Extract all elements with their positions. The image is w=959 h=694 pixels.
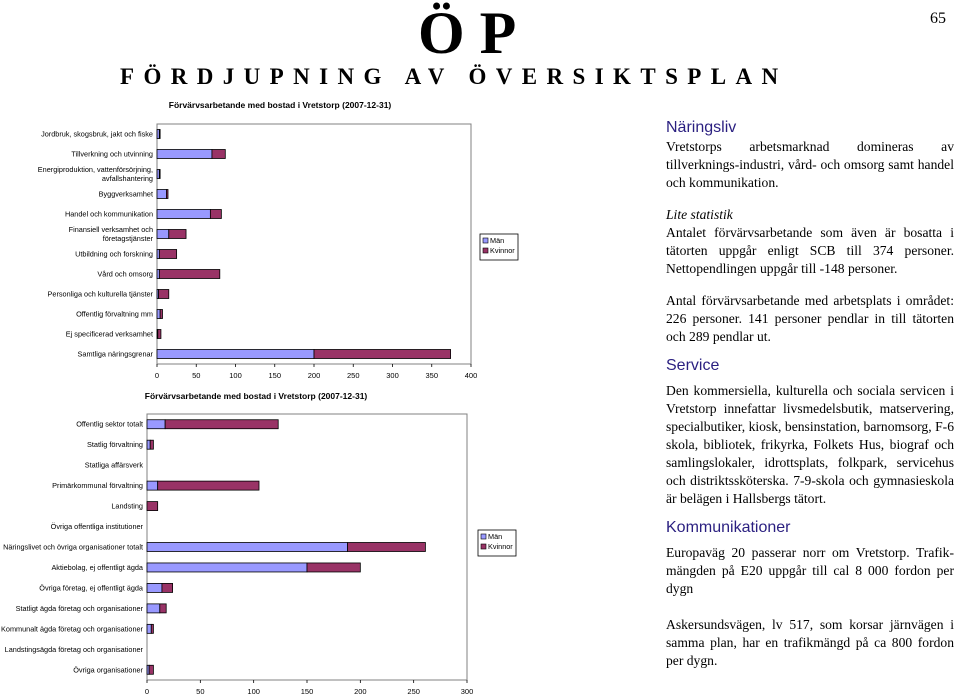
legend-swatch-m-n xyxy=(481,534,486,539)
bar-kvinnor-handel-och-kommunikation xyxy=(210,210,221,219)
chart-occupation-by-industry xyxy=(0,96,660,396)
bar-kvinnor-offentlig-sektor-totalt xyxy=(165,420,278,429)
bar-m-n-n-ringslivet-och-vriga-organisationer-totalt xyxy=(147,543,348,552)
legend-label-kvinnor: Kvinnor xyxy=(490,246,515,255)
x-tick-label: 250 xyxy=(407,687,420,694)
bar-kvinnor-aktiebolag-ej-offentligt-gda xyxy=(307,563,360,572)
document-subtitle: FÖRDJUPNING AV ÖVERSIKTSPLAN xyxy=(120,64,788,89)
bar-m-n-tillverkning-och-utvinning xyxy=(157,150,212,159)
x-tick-label: 200 xyxy=(307,371,321,380)
x-tick-label: 150 xyxy=(268,371,282,380)
kommunikationer-body-1: Europaväg 20 passerar norr om Vretstorp. Trafik-mängden på E20 uppgår till cal 8 000 fordon per dygn xyxy=(666,545,954,596)
category-label-aktiebolag-ej-offentligt-gda: Aktiebolag, ej offentligt ägda xyxy=(51,562,143,572)
x-tick-label: 350 xyxy=(425,371,439,380)
service-body: Den kommersiella, kulturella och sociala servicen i Vretstorp innefattar livsmedelsbutik, matservering, specialbutiker, kiosk, bensinstation, barnomsorg, F-6 skola, bibliotek, frikyrka, Folkets Hus, biograf och samlingslokaler, idrottsplats, folkpark, servicehus och distriktssköterska. 7-9-skola och gymnasieskola är belägen i Hallsbergs tätort. xyxy=(666,383,954,506)
bar-m-n-finansiell-verksamhet-och-f-retagstj-nster xyxy=(157,230,169,239)
bar-kvinnor-tillverkning-och-utvinning xyxy=(212,150,225,159)
category-label-landsting: Landsting xyxy=(111,501,143,511)
x-tick-label: 0 xyxy=(154,371,160,380)
category-label-kommunalt-gda-f-retag-och-organisationer: Kommunalt ägda företag och organisationer xyxy=(1,624,143,634)
bar-m-n-kommunalt-gda-f-retag-och-organisationer xyxy=(147,624,151,633)
bar-m-n-aktiebolag-ej-offentligt-gda xyxy=(147,563,307,572)
category-label-vriga-organisationer: Övriga organisationer xyxy=(73,665,143,675)
page-number: 65 xyxy=(930,10,946,27)
legend xyxy=(478,530,516,556)
category-label-energiproduktion-vattenf-rs-rjning-avfallshantering: Energiproduktion, vattenförsörjning, xyxy=(37,165,153,174)
bar-kvinnor-prim-rkommunal-f-rvaltning xyxy=(158,481,259,490)
bar-kvinnor-byggverksamhet xyxy=(166,190,168,199)
service-heading: Service xyxy=(666,357,720,374)
x-tick-label: 150 xyxy=(300,687,314,694)
legend-label-m-n: Män xyxy=(488,532,503,541)
bar-kvinnor-energiproduktion-vattenf-rs-rjning-avfallshantering xyxy=(159,170,160,179)
x-tick-label: 300 xyxy=(460,687,474,694)
category-label-finansiell-verksamhet-och-f-retagstj-nster: företagstjänster xyxy=(102,234,153,243)
bar-kvinnor-personliga-och-kulturella-tj-nster xyxy=(159,290,169,299)
bar-m-n-statligt-gda-f-retag-och-organisationer xyxy=(147,604,160,613)
category-label-statlig-f-rvaltning: Statlig förvaltning xyxy=(87,440,143,450)
bar-kvinnor-finansiell-verksamhet-och-f-retagstj-nster xyxy=(169,230,186,239)
bar-m-n-offentlig-f-rvaltning-mm xyxy=(157,310,160,319)
naringsliv-heading: Näringsliv xyxy=(666,119,737,136)
plot-area xyxy=(157,124,471,364)
bar-kvinnor-landsting xyxy=(147,502,158,511)
category-label-samtliga-n-ringsgrenar: Samtliga näringsgrenar xyxy=(77,349,153,359)
category-label-tillverkning-och-utvinning: Tillverkning och utvinning xyxy=(71,149,153,159)
category-label-statligt-gda-f-retag-och-organisationer: Statligt ägda företag och organisationer xyxy=(15,603,143,613)
x-tick-label: 50 xyxy=(192,371,201,380)
legend-label-m-n: Män xyxy=(490,236,505,245)
bar-kvinnor-statlig-f-rvaltning xyxy=(150,440,153,449)
kommunikationer-heading: Kommunikationer xyxy=(666,519,791,536)
bar-kvinnor-samtliga-n-ringsgrenar xyxy=(314,350,451,359)
x-tick-label: 400 xyxy=(464,371,478,380)
chart-occupation-by-sector xyxy=(0,384,660,694)
arbetsplats-body: Antal förvärvsarbetande med arbetsplats i området: 226 personer. 141 personer pendlar in till tätorten och 289 pendlar ut. xyxy=(666,293,954,344)
x-tick-label: 100 xyxy=(229,371,242,380)
legend-label-kvinnor: Kvinnor xyxy=(488,542,513,551)
legend-swatch-kvinnor xyxy=(481,544,486,549)
x-tick-label: 300 xyxy=(386,371,399,380)
bar-kvinnor-kommunalt-gda-f-retag-och-organisationer xyxy=(151,624,153,633)
bar-kvinnor-vriga-organisationer xyxy=(149,665,153,674)
category-label-handel-och-kommunikation: Handel och kommunikation xyxy=(64,209,153,219)
category-label-statliga-aff-rsverk: Statliga affärsverk xyxy=(84,460,143,470)
chart-title: Förvärvsarbetande med bostad i Vretstorp (2007-12-31) xyxy=(144,391,368,401)
legend xyxy=(480,234,518,260)
bar-kvinnor-ej-specificerad-verksamhet xyxy=(158,330,161,339)
kommunikationer-body-2: Askersundsvägen, lv 517, som korsar järnvägen i samma plan, har en trafikmängd på ca 800 fordon per dygn. xyxy=(666,617,954,668)
category-label-offentlig-sektor-totalt: Offentlig sektor totalt xyxy=(76,419,143,429)
legend-swatch-m-n xyxy=(483,238,488,243)
category-label-finansiell-verksamhet-och-f-retagstj-nster: Finansiell verksamhet och xyxy=(68,225,153,234)
x-tick-label: 50 xyxy=(196,687,205,694)
category-label-offentlig-f-rvaltning-mm: Offentlig förvaltning mm xyxy=(76,309,153,319)
category-label-vriga-offentliga-institutioner: Övriga offentliga institutioner xyxy=(50,522,143,532)
category-label-energiproduktion-vattenf-rs-rjning-avfallshantering: avfallshantering xyxy=(101,174,153,183)
category-label-personliga-och-kulturella-tj-nster: Personliga och kulturella tjänster xyxy=(47,289,153,299)
x-tick-label: 0 xyxy=(144,687,150,694)
bar-kvinnor-v-rd-och-omsorg xyxy=(159,270,219,279)
bar-m-n-byggverksamhet xyxy=(157,190,166,199)
bar-m-n-handel-och-kommunikation xyxy=(157,210,210,219)
bar-kvinnor-jordbruk-skogsbruk-jakt-och-fiske xyxy=(159,130,160,139)
statistik-body: Antalet förvärvsarbetande som även är bosatta i tätorten uppgår enligt SCB till 374 personer. Nettopendlingen uppgår till -148 personer. xyxy=(666,225,954,276)
lite-statistik-label: Lite statistik xyxy=(666,207,733,222)
document-title: Ö P xyxy=(418,0,517,66)
bar-m-n-samtliga-n-ringsgrenar xyxy=(157,350,314,359)
x-tick-label: 200 xyxy=(354,687,367,694)
bar-m-n-vriga-f-retag-ej-offentligt-gda xyxy=(147,583,162,592)
bar-kvinnor-n-ringslivet-och-vriga-organisationer-totalt xyxy=(348,543,426,552)
x-tick-label: 250 xyxy=(346,371,360,380)
category-label-v-rd-och-omsorg: Vård och omsorg xyxy=(97,269,153,279)
category-label-byggverksamhet: Byggverksamhet xyxy=(98,189,153,199)
category-label-n-ringslivet-och-vriga-organisationer-totalt: Näringslivet och övriga organisationer totalt xyxy=(3,542,143,552)
category-label-vriga-f-retag-ej-offentligt-gda: Övriga företag, ej offentligt ägda xyxy=(39,583,143,593)
bar-kvinnor-offentlig-f-rvaltning-mm xyxy=(160,310,162,319)
chart-title: Förvärvsarbetande med bostad i Vretstorp (2007-12-31) xyxy=(168,100,392,110)
bar-m-n-prim-rkommunal-f-rvaltning xyxy=(147,481,158,490)
bar-kvinnor-statligt-gda-f-retag-och-organisationer xyxy=(160,604,166,613)
category-label-landstings-gda-f-retag-och-organisationer: Landstingsägda företag och organisationer xyxy=(4,644,143,654)
x-tick-label: 100 xyxy=(247,687,260,694)
bar-kvinnor-vriga-f-retag-ej-offentligt-gda xyxy=(162,583,173,592)
bar-m-n-offentlig-sektor-totalt xyxy=(147,420,165,429)
category-label-ej-specificerad-verksamhet: Ej specificerad verksamhet xyxy=(65,329,153,339)
category-label-jordbruk-skogsbruk-jakt-och-fiske: Jordbruk, skogsbruk, jakt och fiske xyxy=(41,129,153,139)
bar-m-n-statlig-f-rvaltning xyxy=(147,440,150,449)
category-label-utbildning-och-forskning: Utbildning och forskning xyxy=(75,249,153,259)
category-label-prim-rkommunal-f-rvaltning: Primärkommunal förvaltning xyxy=(52,481,143,491)
naringsliv-body: Vretstorps arbetsmarknad domineras av tillverknings-industri, vård- och omsorg samt handel och kommunikation. xyxy=(666,139,954,190)
bar-kvinnor-utbildning-och-forskning xyxy=(159,250,176,259)
right-text-column xyxy=(666,118,954,670)
legend-swatch-kvinnor xyxy=(483,248,488,253)
